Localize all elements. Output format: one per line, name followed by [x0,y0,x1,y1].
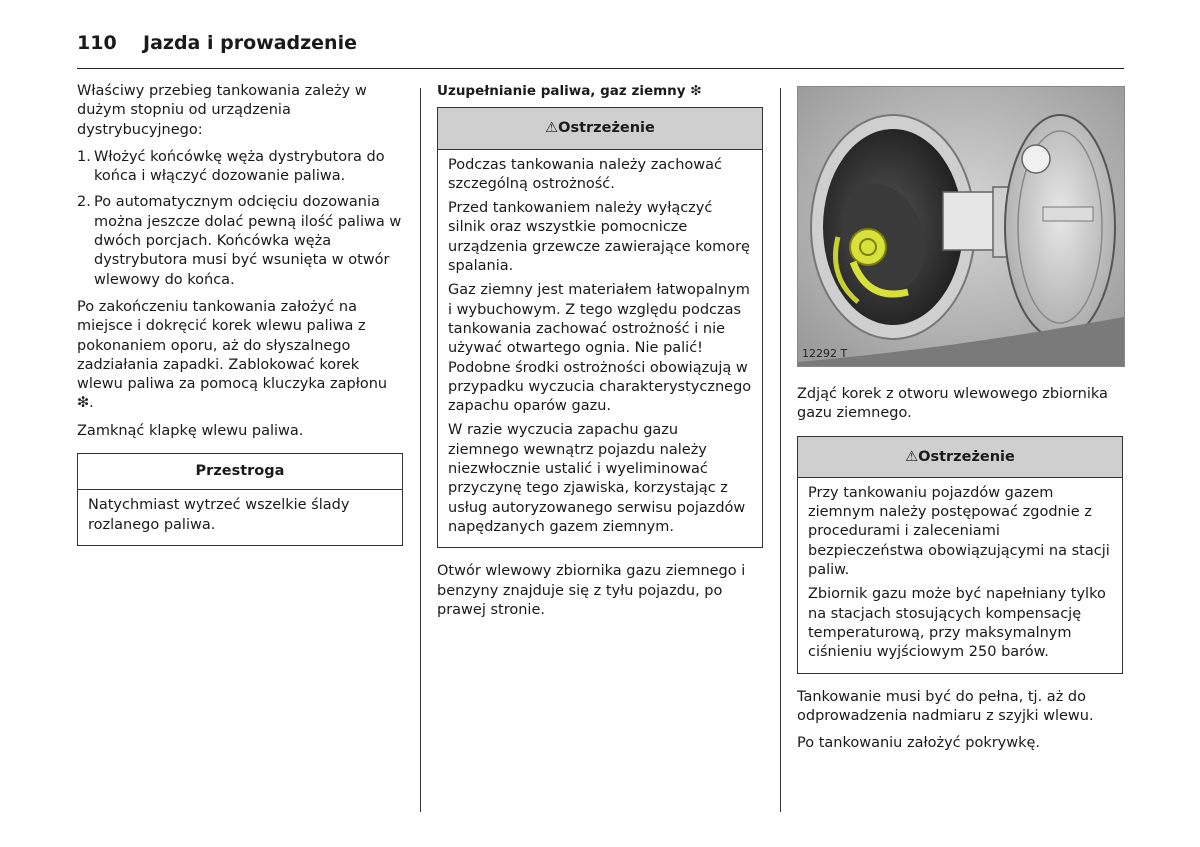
caution-body [78,490,402,545]
page-number: 110 [77,32,117,54]
fuel-filler-illustration [798,87,1124,366]
fuel-filler-photo [797,86,1125,367]
warning-box [437,107,763,548]
caution-title: Przestroga [78,454,402,490]
caution-text: Natychmiast wytrzeć wszelkie ślady rozlanego paliwa. [88,497,350,533]
replace-cover-paragraph: Po tankowaniu założyć pokrywkę. [797,735,1041,752]
close-flap-paragraph: Zamknąć klapkę wlewu paliwa. [77,422,304,439]
fill-full-paragraph: Tankowanie musi być do pełna, tj. aż do odprowadzenia nadmiaru z szyjki wlewu. [797,688,1094,724]
warning-title: ⚠Ostrzeżenie [798,437,1122,478]
warning-title: ⚠Ostrzeżenie [438,108,762,149]
column-divider [420,88,421,812]
warning-body [438,150,762,548]
warning-paragraph: Gaz ziemny jest materiałem łatwopalnym i wybuchowym. Z tego względu podczas tankowania zachować ostrożność i nie używać otwartego ognia. Nie palić! Podobne środki ostrożności obowiązują w przypadku wyczucia charakterystycznego zapachu oparów gazu. [448,282,752,415]
warning-paragraph: Podczas tankowania należy zachować szczególną ostrożność. [448,156,722,192]
step-text: Po automatycznym odcięciu dozowania można jeszcze dolać pewną ilość paliwa w dwóch porcjach. Końcówka węża dystrybutora musi być wsunięta w otwór wlewowy do końca. [94,194,402,288]
caution-box [77,453,403,546]
warning-body [798,478,1122,673]
step-item [77,148,403,187]
photo-reference-code: 12292 T [802,346,848,360]
step-item [77,193,403,289]
filler-location-paragraph: Otwór wlewowy zbiornika gazu ziemnego i benzyny znajduje się z tyłu pojazdu, po prawej stronie. [437,563,746,618]
step-text: Włożyć końcówkę węża dystrybutora do końca i włączyć dozowanie paliwa. [94,148,385,185]
chapter-title: Jazda i prowadzenie [143,32,357,54]
column-divider [780,88,781,812]
page-header [77,30,1124,69]
warning-paragraph: Przed tankowaniem należy wyłączyć silnik oraz wszystkie pomocnicze urządzenia grzewcze zawierające komorę spalania. [448,200,750,275]
warning-paragraph: W razie wyczucia zapachu gazu ziemnego wewnątrz pojazdu należy niezwłocznie ustalić i wyeliminować przyczynę tego zjawiska, korzystając z usług autoryzowanego serwisu pojazdów napędzanych gazem ziemnym. [448,422,746,535]
step-number: 1. [77,148,91,165]
warning-paragraph: Zbiornik gazu może być napełniany tylko na stacjach stosujących kompensację temperaturową, przy maksymalnym ciśnieniu wyjściowym 250 barów. [808,586,1106,661]
intro-paragraph: Właściwy przebieg tankowania zależy w dużym stopniu od urządzenia dystrybucyjnego: [77,83,367,138]
warning-box [797,436,1123,674]
column-1 [77,82,403,560]
section-subheading: Uzupełnianie paliwa, gaz ziemny ❇ [437,83,702,99]
column-3 [797,82,1123,761]
closing-paragraph: Po zakończeniu tankowania założyć na miejsce i dokręcić korek wlewu paliwa z pokonaniem oporu, aż do słyszalnego zadziałania zapadki. Zablokować korek wlewu paliwa za pomocą kluczyka zapłonu ❇. [77,298,388,412]
warning-paragraph: Przy tankowaniu pojazdów gazem ziemnym należy postępować zgodnie z procedurami i zaleceniami bezpieczeństwa obowiązującymi na stacji paliw. [808,484,1110,579]
step-number: 2. [77,194,91,211]
column-2 [437,82,763,628]
refuel-steps [77,148,403,290]
photo-caption: Zdjąć korek z otworu wlewowego zbiornika gazu ziemnego. [797,386,1108,422]
